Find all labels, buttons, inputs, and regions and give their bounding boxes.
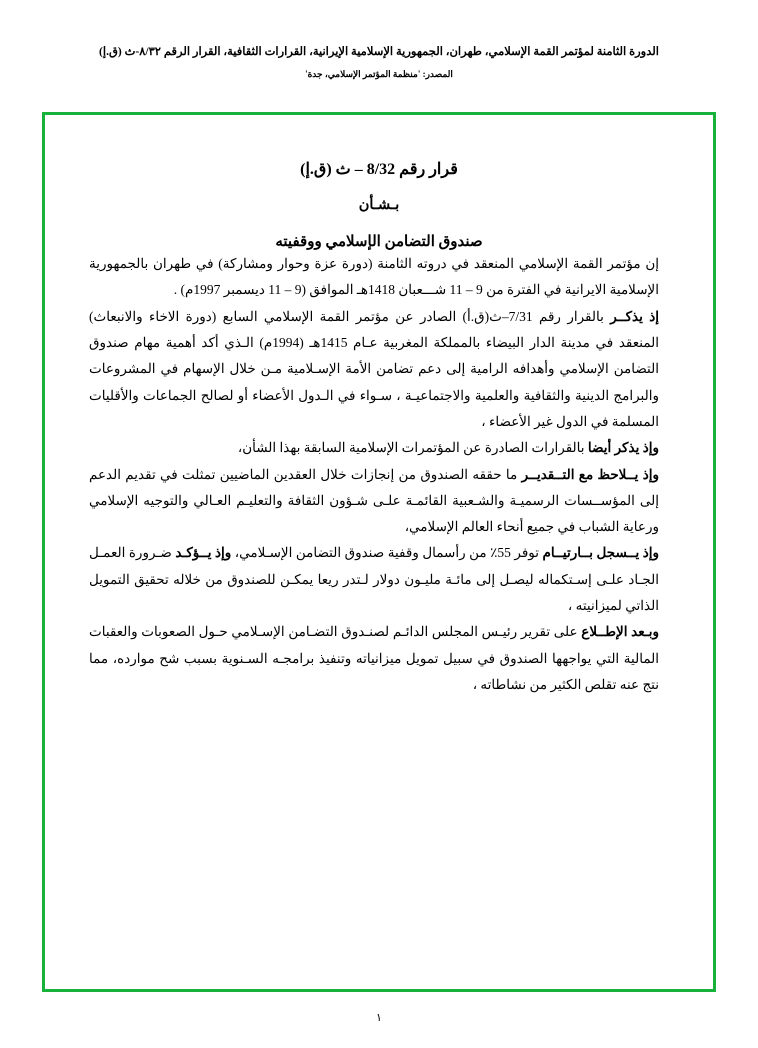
- paragraph-recalling: [89, 304, 669, 436]
- paragraph-after-review: [89, 619, 669, 698]
- header-citation-line: الدورة الثامنة لمؤتمر القمة الإسلامي، طهران، الجمهورية الإسلامية الإيرانية، القرارات الثقافية، القرار الرقم ٨/٣٢-ث (ق.إ): [99, 46, 659, 58]
- document-header: [0, 0, 758, 80]
- header-source-line: المصدر: 'منظمة المؤتمر الإسلامي، جدة': [305, 69, 453, 80]
- paragraph-registering-satisfaction: [89, 540, 669, 619]
- paragraph-lead-in: وبـعد الإطــلاع: [581, 624, 659, 640]
- paragraph-noting-appreciation: [89, 462, 669, 541]
- paragraph-text: توفر 55٪ من رأسمال وقفية صندوق التضامن الإسـلامي،: [231, 545, 543, 561]
- paragraph-lead-in: إذ يذكــر: [610, 308, 659, 324]
- paragraph-lead-in-affirming: وإذ يــؤكـد: [175, 545, 232, 561]
- paragraph-text: على تقرير رئيـس المجلس الدائـم لصنـدوق التضـامن الإسـلامي حـول الصعوبات والعقبات المالية التي يواجهها الصندوق في سبيل تمويل ميزانياته وتنفيذ برامجـه السـنوية بسبب شح موارده، مما نتج عنه تقلص الكثير من نشاطاته ،: [89, 624, 659, 692]
- paragraph-recalling-also: [89, 435, 669, 461]
- paragraph-text-affirming: ضـرورة العمـل الجـاد علـى إسـتكماله ليصـل إلى مائـة مليـون دولار لـتدر ريعا يمكـن للصندوق من خلاله تحقيق التمويل الذاتي لميزانيته ،: [89, 545, 659, 614]
- paragraph-text: ما حققه الصندوق من إنجازات خلال العقدين الماضيين تمثلت في تقديم الدعم إلى المؤســسات الرسميـة والشـعبية القائمـة علـى شـؤون الثقافة والتعليـم العـالي والتوجيه الإسلامي ورعاية الشباب في جميع أنحاء العالم الإسلامي،: [89, 466, 659, 535]
- paragraph-lead-in: وإذ يــسجل بــارتيــام: [542, 545, 659, 561]
- subject-title: صندوق التضامن الإسلامي ووقفيته: [275, 234, 483, 250]
- paragraph-text: إن مؤتمر القمة الإسلامي المنعقد في دروته الثامنة (دورة عزة وحوار ومشاركة) في طهران بالجمهورية الإسلامية الايرانية في الفترة من 9 – 11 شـــعبان 1418هـ الموافق (9 – 11 ديسمبر 1997م) .: [89, 256, 659, 298]
- paragraph-preamble: [89, 251, 669, 304]
- resolution-number-title: قرار رقم 8/32 – ث (ق.إ): [300, 161, 458, 178]
- document-body: [45, 115, 713, 708]
- paragraph-lead-in: وإذ يذكر أيضا: [587, 440, 659, 456]
- page-number: ١: [376, 1012, 382, 1024]
- paragraph-lead-in: وإذ يــلاحظ مع التــقديــر: [521, 466, 659, 482]
- paragraph-text: بالقرارات الصادرة عن المؤتمرات الإسلامية السابقة بهذا الشأن،: [237, 440, 588, 456]
- green-bordered-content-frame: [42, 112, 716, 992]
- paragraph-text: بالقرار رقم 7/31–ث(ق.أ) الصادر عن مؤتمر القمة الإسلامي السابع (دورة الاخاء والانبعاث) المنعقد في مدينة الدار البيضاء بالمملكة المغربية عـام 1415هـ (1994م) الـذي أكد أهمية مهام صندوق التضامن الإسلامي وأهدافه الرامية إلى دعم تضامن الأمة الإسـلامية مـن خلال الإسهام في المشروعات والبرامج الدينية والثقافية والعلمية والاجتماعيـة ، سـواء في الـدول الأعضاء أو لصالح الجماعات والأقليات المسلمة في الدول غير الأعضاء ،: [89, 308, 660, 429]
- regarding-title: بـشـأن: [358, 197, 400, 213]
